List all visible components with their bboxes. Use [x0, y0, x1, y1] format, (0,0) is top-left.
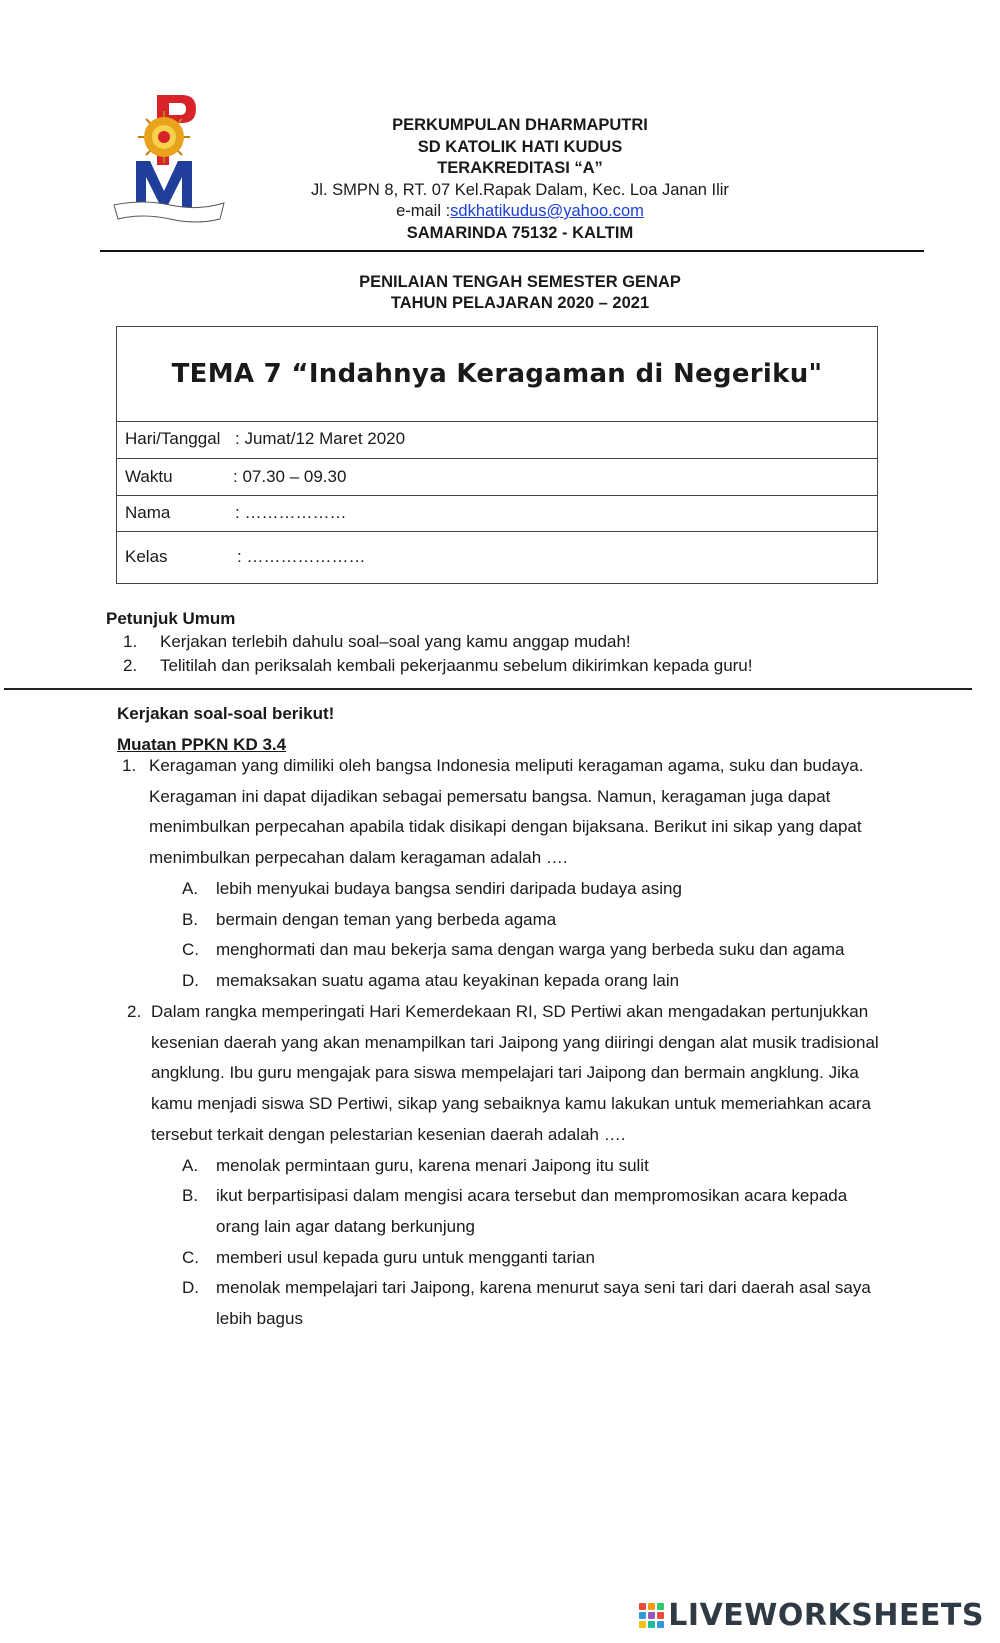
class-value: : …………………	[237, 547, 366, 566]
option-letter: B.	[182, 1186, 199, 1206]
instruction-num-2: 2.	[123, 656, 138, 675]
option-text[interactable]: menolak permintaan guru, karena menari Jaipong itu sulit	[216, 1155, 649, 1175]
info-row-time	[117, 458, 877, 496]
header-divider	[100, 250, 924, 252]
option-letter: D.	[182, 1278, 199, 1298]
question-line: angklung. Ibu guru mengajak para siswa mempelajari tari Jaipong dan bermain angklung. Jika	[151, 1063, 859, 1083]
option-text[interactable]: lebih bagus	[216, 1309, 303, 1328]
question-line: menimbulkan perpecahan dalam keragaman adalah ….	[149, 848, 568, 868]
question-line: menimbulkan perpecahan apabila tidak disikapi dengan bijaksana. Berikut ini sikap yang dapat	[149, 817, 862, 837]
school-header	[280, 115, 760, 244]
school-name: SD KATOLIK HATI KUDUS	[417, 137, 623, 156]
option-letter: B.	[182, 909, 199, 929]
org-name: PERKUMPULAN DHARMAPUTRI	[392, 116, 648, 134]
option-letter: C.	[182, 940, 199, 960]
question-line: kesenian daerah yang akan menampilkan tari Jaipong yang diiringi dengan alat musik tradisional	[151, 1032, 879, 1052]
question-line: Dalam rangka memperingati Hari Kemerdekaan RI, SD Pertiwi akan mengadakan pertunjukkan	[151, 1002, 869, 1021]
exam-year: TAHUN PELAJARAN 2020 – 2021	[390, 294, 650, 312]
option-text[interactable]: memaksakan suatu agama atau keyakinan kepada orang lain	[216, 970, 680, 990]
section-divider	[4, 688, 972, 690]
info-box	[116, 326, 878, 584]
option-text[interactable]: memberi usul kepada guru untuk mengganti tarian	[216, 1247, 595, 1267]
email-line	[280, 201, 760, 223]
time-value: : 07.30 – 09.30	[233, 467, 347, 486]
option-text[interactable]: ikut berpartisipasi dalam mengisi acara tersebut dan mempromosikan acara kepada	[216, 1186, 848, 1206]
info-row-class	[117, 531, 877, 583]
subject-heading: Muatan PPKN KD 3.4	[117, 735, 287, 754]
option-letter: A.	[182, 1155, 199, 1175]
question-1	[0, 751, 1000, 1011]
question-line: Keragaman ini dapat dijadikan sebagai pemersatu bangsa. Namun, keragaman juga dapat	[149, 786, 831, 806]
option-text[interactable]: menghormati dan mau bekerja sama dengan warga yang berbeda suku dan agama	[216, 940, 845, 960]
email-link[interactable]: sdkhatikudus@yahoo.com	[450, 202, 644, 220]
info-row-name	[117, 495, 877, 532]
email-label: e-mail :	[396, 202, 451, 220]
name-value: : ………………	[235, 503, 347, 522]
question-number: 2.	[127, 1002, 142, 1021]
class-label: Kelas	[125, 547, 168, 566]
option-letter: A.	[182, 878, 199, 898]
option-text[interactable]: menolak mempelajari tari Jaipong, karena menurut saya seni tari dari daerah asal saya	[216, 1278, 871, 1298]
accreditation: TERAKREDITASI “A”	[437, 159, 603, 177]
question-line: Keragaman yang dimiliki oleh bangsa Indonesia meliputi keragaman agama, suku dan budaya.	[149, 756, 864, 775]
watermark-text: LIVEWORKSHEETS	[668, 1597, 984, 1633]
name-label: Nama	[125, 503, 171, 522]
instructions-title: Petunjuk Umum	[106, 609, 236, 628]
question-line: tersebut terkait dengan pelestarian kesenian daerah adalah ….	[151, 1124, 626, 1144]
date-label: Hari/Tanggal	[125, 429, 221, 448]
exam-title	[280, 272, 760, 314]
date-value: : Jumat/12 Maret 2020	[235, 429, 406, 448]
question-line: kamu menjadi siswa SD Pertiwi, sikap yang sebaiknya kamu lakukan untuk memeriahkan acara	[151, 1094, 872, 1114]
school-logo	[112, 95, 230, 235]
theme-title: TEMA 7 “Indahnya Keragaman di Negeriku"	[117, 327, 877, 422]
question-number: 1.	[122, 756, 137, 775]
section-heading: Kerjakan soal-soal berikut!	[117, 704, 335, 723]
info-row-date	[117, 421, 877, 459]
address: Jl. SMPN 8, RT. 07 Kel.Rapak Dalam, Kec. Loa Janan Ilir	[311, 180, 729, 199]
question-2	[0, 997, 1000, 1337]
option-letter: D.	[182, 970, 199, 990]
liveworksheets-logo-icon	[639, 1603, 664, 1628]
option-text[interactable]: lebih menyukai budaya bangsa sendiri daripada budaya asing	[216, 878, 682, 898]
instruction-text-2: Telitilah dan periksalah kembali pekerjaanmu sebelum dikirimkan kepada guru!	[160, 656, 753, 675]
instruction-num-1: 1.	[123, 632, 138, 651]
liveworksheets-watermark	[639, 1597, 984, 1633]
city: SAMARINDA 75132 - KALTIM	[406, 223, 634, 242]
instruction-text-1: Kerjakan terlebih dahulu soal–soal yang kamu anggap mudah!	[160, 632, 631, 651]
option-text[interactable]: orang lain agar datang berkunjung	[216, 1216, 475, 1236]
option-letter: C.	[182, 1247, 199, 1267]
exam-name: PENILAIAN TENGAH SEMESTER GENAP	[359, 273, 681, 291]
time-label: Waktu	[125, 467, 173, 486]
option-text[interactable]: bermain dengan teman yang berbeda agama	[216, 909, 557, 929]
